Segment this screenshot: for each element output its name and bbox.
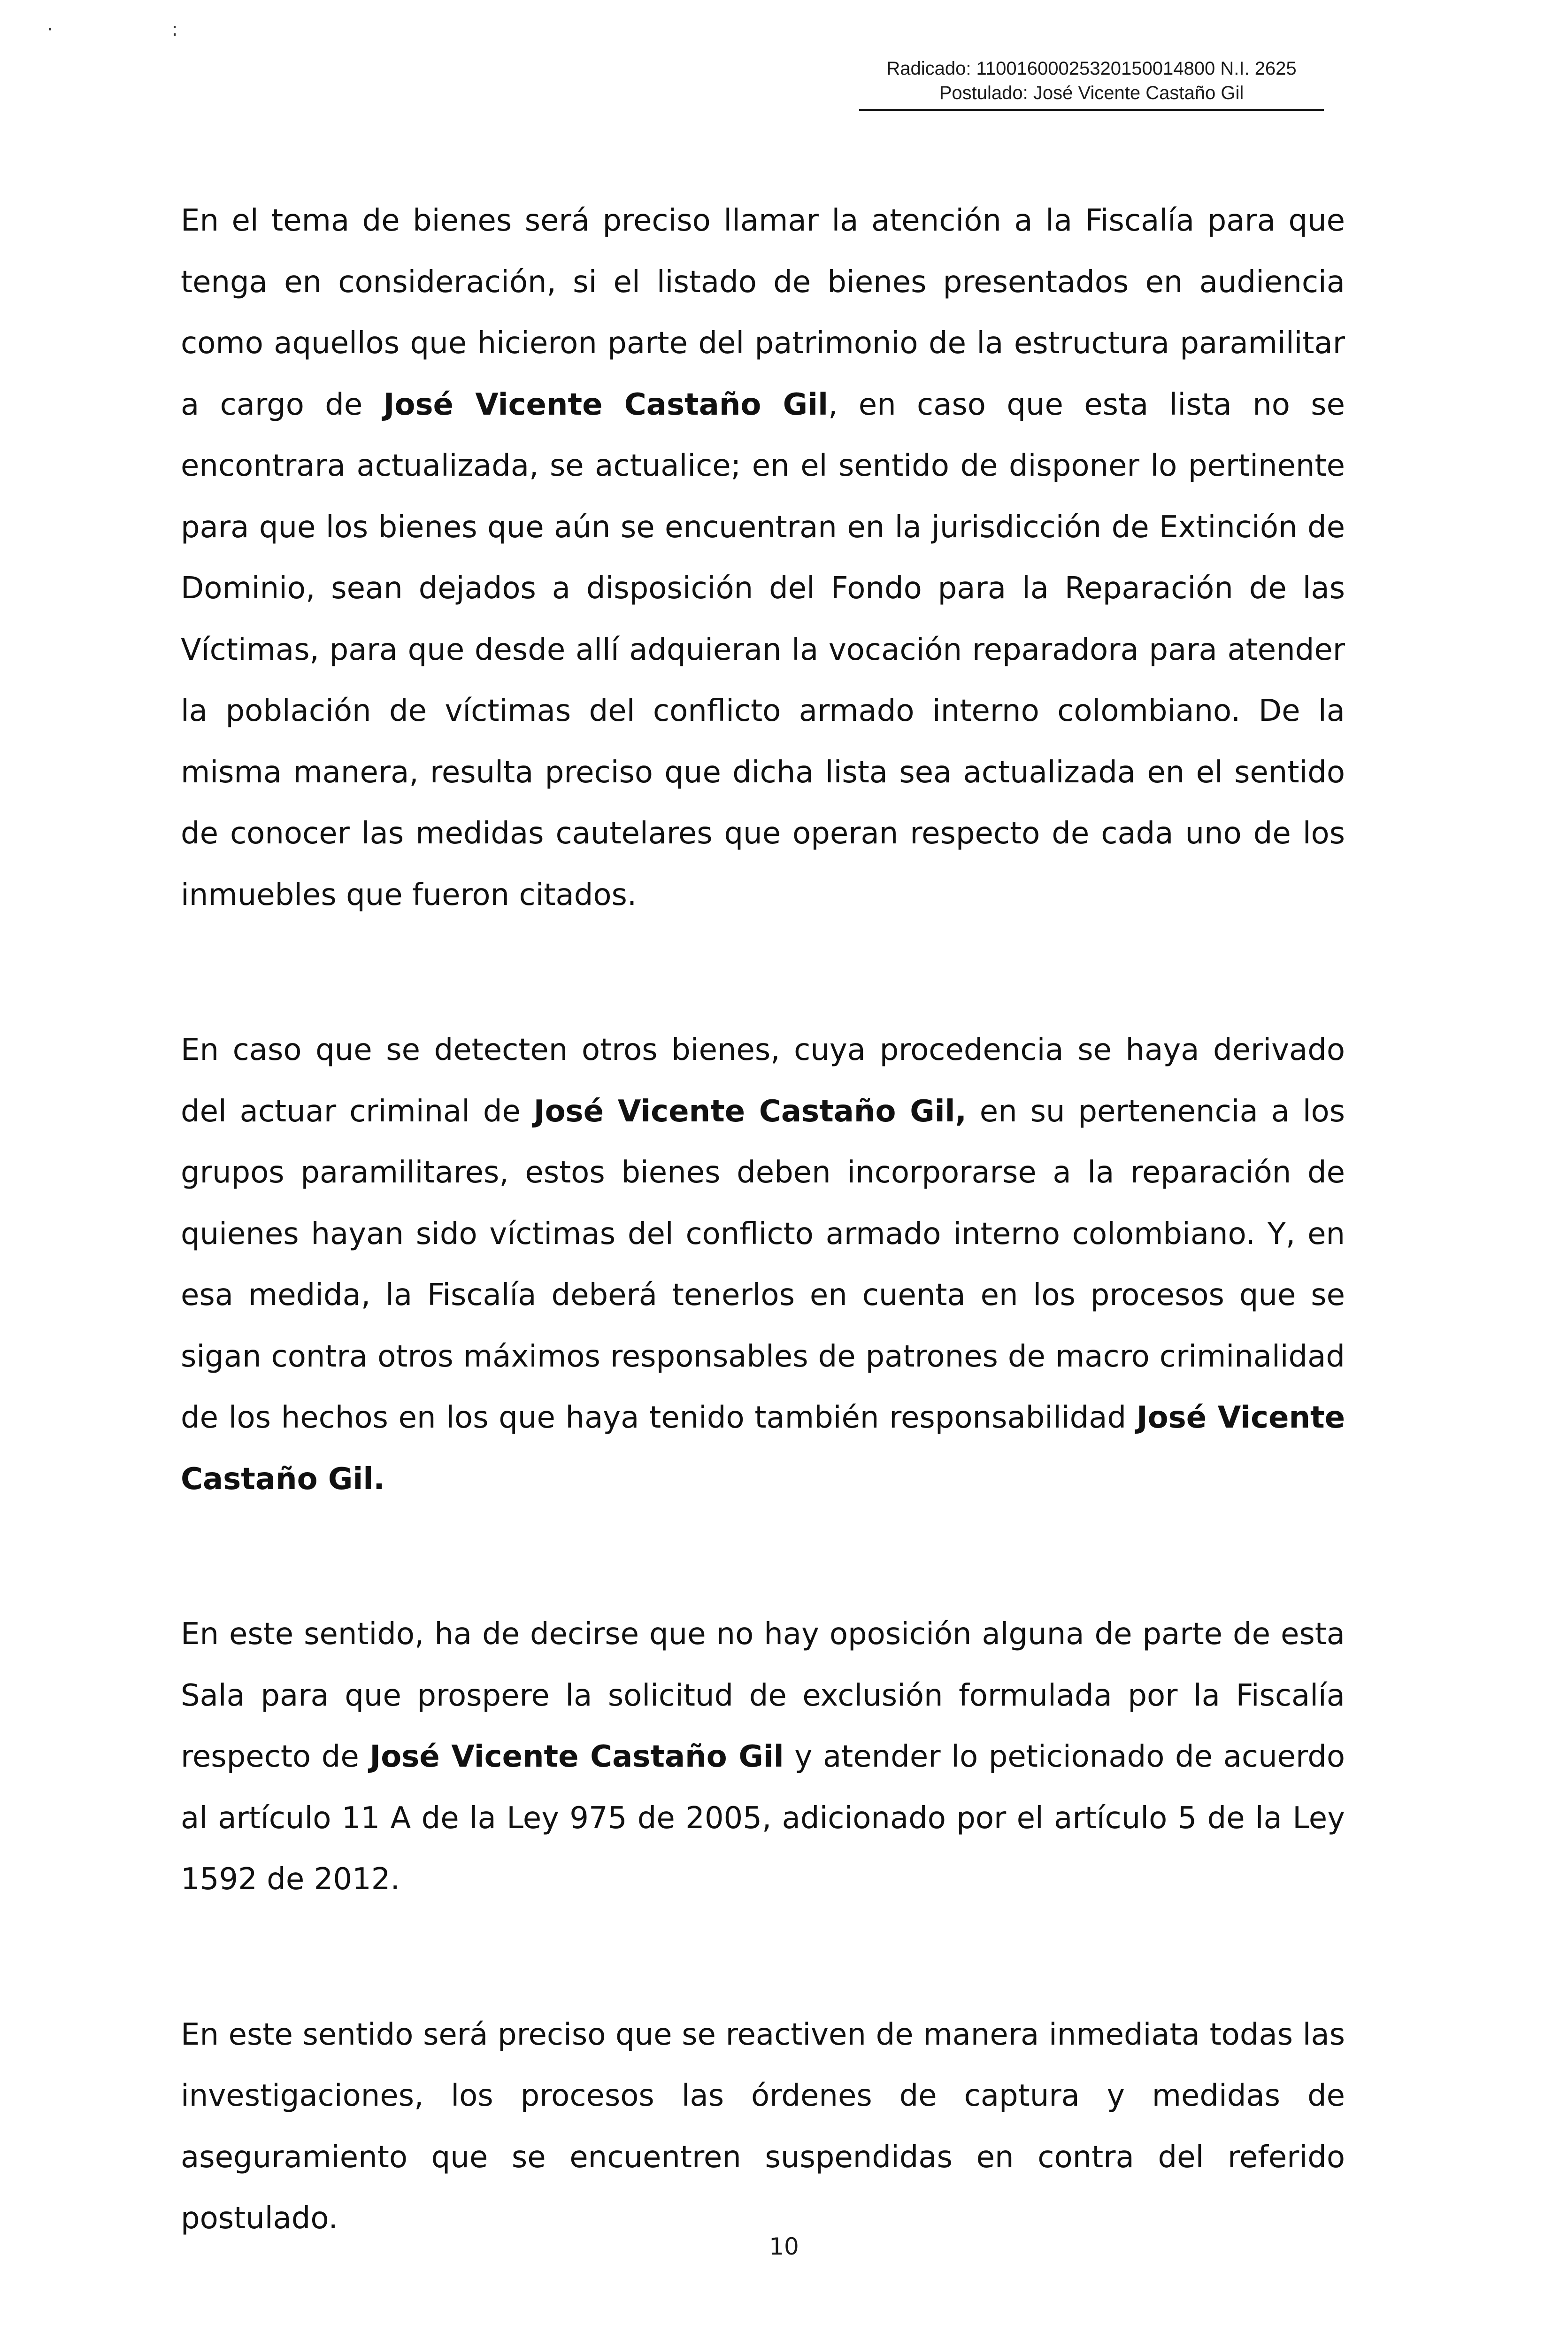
text-segment: en su pertenencia a los grupos paramilitares, estos bienes deben incorporarse a la reparación de quienes hayan sido víctimas del conflicto armado interno colombiano. Y, en esa medida, la Fiscalía deberá tenerlos en cuenta en los procesos que se sigan contra otros máximos responsables de patrones de macro criminalidad de los hechos en los que haya tenido también responsabilidad (181, 1094, 1345, 1435)
bold-name-segment: José Vicente Castaño Gil (383, 387, 829, 422)
text-segment: En caso que se detecten otros bienes, cuya procedencia se haya derivado del actuar criminal de (181, 1033, 1345, 1129)
bold-name-segment: José Vicente Castaño Gil. (181, 1400, 1345, 1497)
text-segment: En el tema de bienes será preciso llamar la atención a la Fiscalía para que tenga en consideración, si el listado de bienes presentados en audiencia como aquellos que hicieron parte del patrimonio de la estructura paramilitar a cargo de (181, 203, 1345, 422)
paragraph-sin-oposicion (181, 1604, 1345, 1910)
header-postulado: Postulado: José Vicente Castaño Gil (939, 83, 1244, 103)
paragraph-decision-exclusion (181, 2343, 1345, 2348)
paragraph-reactivar-investigaciones (181, 2004, 1345, 2249)
text-segment: , en caso que esta lista no se encontrara actualizada, se actualice; en el sentido de disponer lo pertinente para que los bienes que aún se encuentran en la jurisdicción de Extinción de Dominio, sean dejados a disposición del Fondo para la Reparación de las Víctimas, para que desde allí adquieran la vocación reparadora para atender la población de víctimas del conflicto armado interno colombiano. De la misma manera, resulta preciso que dicha lista sea actualizada en el sentido de conocer las medidas cautelares que operan respecto de cada uno de los inmuebles que fueron citados. (181, 387, 1345, 912)
page-number: 10 (769, 2233, 799, 2260)
bold-name-segment: José Vicente Castaño Gil (369, 1739, 784, 1774)
paragraph-bienes-fiscalia (181, 190, 1345, 926)
scan-marks: · : (47, 19, 234, 40)
header-divider (859, 109, 1324, 111)
text-segment: En este sentido, ha de decirse que no hay oposición alguna de parte de esta Sala para que prospere la solicitud de exclusión formulada por la Fiscalía respecto de (181, 1617, 1345, 1774)
text-segment: En este sentido será preciso que se reactiven de manera inmediata todas las investigaciones, los procesos las órdenes de captura y medidas de aseguramiento que se encuentren suspendidas en contra del referido postulado. (181, 2017, 1345, 2236)
page-header (859, 56, 1324, 111)
bold-name-segment: José Vicente Castaño Gil, (533, 1094, 967, 1129)
header-radicado: Radicado: 11001600025320150014800 N.I. 2625 (886, 58, 1297, 79)
text-segment: y atender lo peticionado de acuerdo al artículo 11 A de la Ley 975 de 2005, adicionado por el artículo 5 de la Ley 1592 de 2012. (181, 1739, 1345, 1897)
paragraph-otros-bienes (181, 1020, 1345, 1510)
document-body (181, 190, 1345, 2348)
